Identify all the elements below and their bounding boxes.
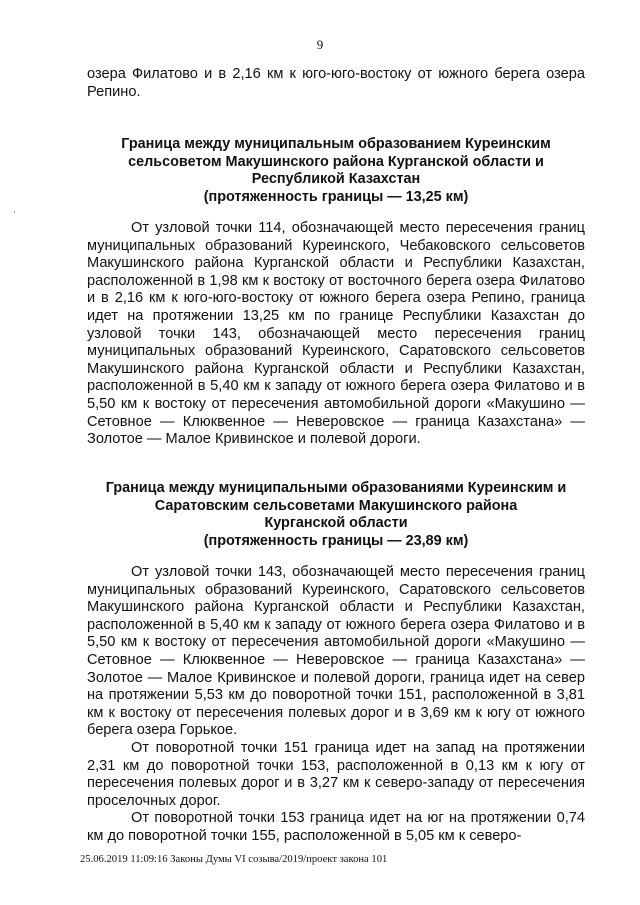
intro-text-block	[87, 66, 585, 101]
section2-body	[87, 564, 585, 846]
section1-paragraph: От узловой точки 114, обозначающей место пересечения границ муниципальных образований Куреинского, Чебаковского сельсоветов Макушинского района Курганской области и Республики Казахстан, расположенной в 1,98 км к востоку от восточного берега озера Филатово и в 2,16 км к юго-юго-востоку от южного берега озера Репино, граница идет на протяжении 13,25 км по границе Республики Казахстан до узловой точки 143, обозначающей место пересечения границ муниципальных образований Куреинского, Саратовского сельсоветов Макушинского района Курганской области и Республики Казахстан, расположенной в 5,40 км к западу от южного берега озера Филатово и в 5,50 км к востоку от пересечения автомобильной дороги «Макушино — Сетовное — Клюквенное — Неверовское — граница Казахстана» — Золотое — Малое Кривинское и полевой дороги.	[87, 220, 585, 448]
section1-heading-line: сельсоветом Макушинского района Курганской области и	[128, 153, 544, 170]
section1-heading-line: (протяженность границы — 13,25 км)	[203, 188, 469, 205]
section2-heading-line: Саратовским сельсоветами Макушинского района	[154, 497, 518, 514]
section2-paragraph: От узловой точки 143, обозначающей место пересечения границ муниципальных образований Куреинского, Саратовского сельсоветов Макушинского района Курганской области и Республики Казахстан, расположенной в 5,40 км к западу от южного берега озера Филатово и в 5,50 км к востоку от пересечения автомобильной дороги «Макушино — Сетовное — Клюквенное — Неверовское — граница Казахстана» — Золотое — Малое Кривинское и полевой дороги, граница идет на север на протяжении 5,53 км до поворотной точки 151, расположенной в 3,81 км к востоку от пересечения полевых дорог и в 3,69 км к югу от южного берега озера Горькое.	[87, 564, 585, 739]
page-number: 9	[316, 37, 324, 52]
section1-body	[87, 220, 585, 449]
margin-mark	[14, 211, 15, 213]
section2-paragraph: От поворотной точки 151 граница идет на запад на протяжении 2,31 км до поворотной точки 153, расположенной в 0,13 км к югу от пересечения полевых дорог и в 3,27 км к северо-западу от пересечения проселочных дорог.	[87, 739, 585, 809]
section2-heading	[87, 480, 585, 550]
section2-paragraph: От поворотной точки 153 граница идет на юг на протяжении 0,74 км до поворотной точки 155, расположенной в 5,05 км к северо-	[87, 810, 585, 844]
footer-file-path: 25.06.2019 11:09:16 Законы Думы VI созыва/2019/проект закона 101	[80, 854, 388, 865]
intro-paragraph: озера Филатово и в 2,16 км к юго-юго-востоку от южного берега озера Репино.	[87, 66, 585, 100]
section1-heading-line: Граница между муниципальным образованием Куреинским	[121, 136, 551, 152]
section1-heading-line: Республикой Казахстан	[251, 171, 421, 188]
section1-heading	[87, 136, 585, 206]
section2-heading-line: (протяженность границы — 23,89 км)	[203, 532, 469, 549]
section2-heading-line: Граница между муниципальными образованиями Куреинским и	[105, 480, 567, 496]
section2-heading-line: Курганской области	[264, 515, 408, 532]
